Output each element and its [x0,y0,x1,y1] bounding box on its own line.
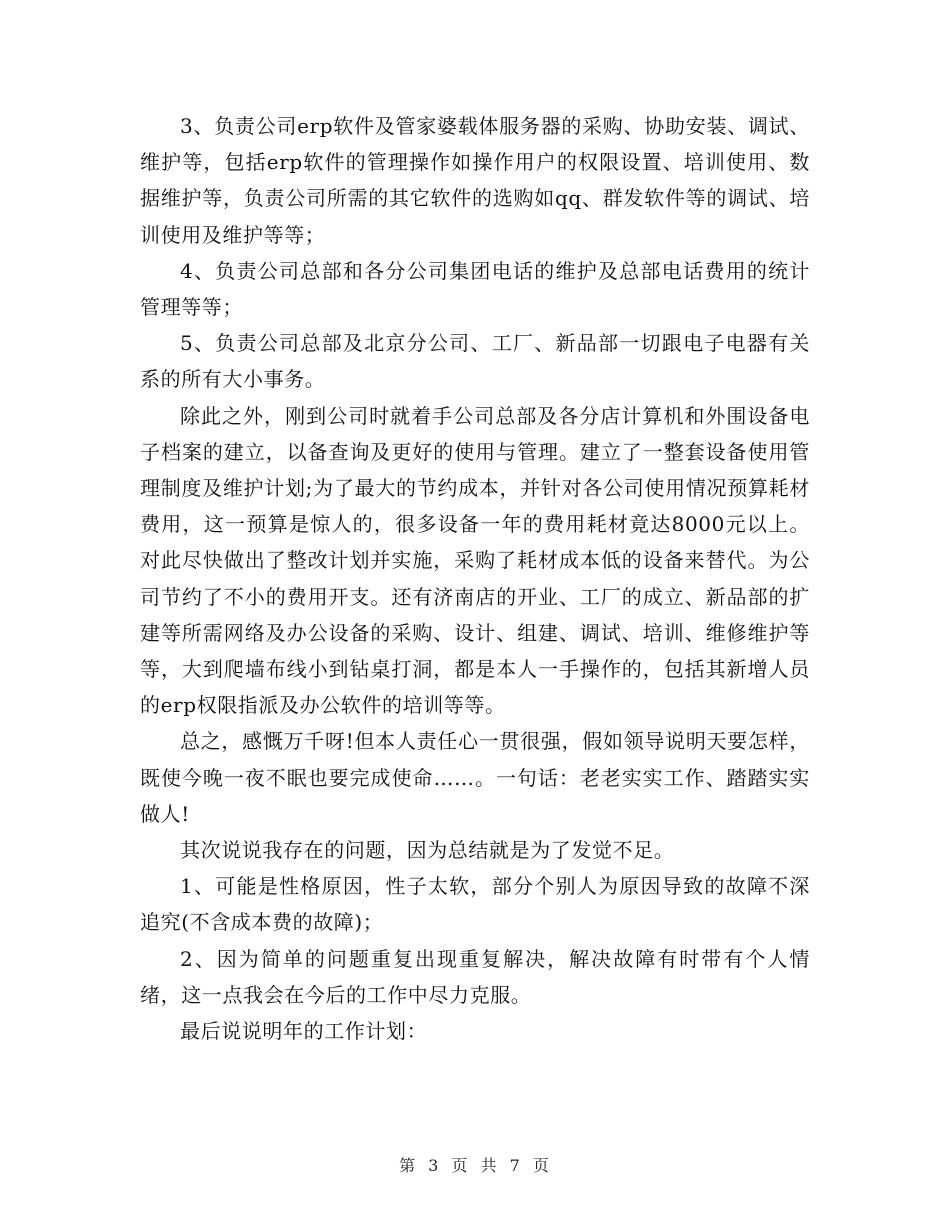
paragraph: 3、负责公司erp软件及管家婆载体服务器的采购、协助安装、调试、维护等，包括erp软件的管理操作如操作用户的权限设置、培训使用、数据维护等，负责公司所需的其它软件的选购如qq、群发软件等的调试、培训使用及维护等等； [140,114,810,247]
paragraph: 2、因为简单的问题重复出现重复解决，解决故障有时带有个人情绪，这一点我会在今后的工作中尽力克服。 [140,946,810,1007]
paragraph: 5、负责公司总部及北京分公司、工厂、新品部一切跟电子电器有关系的所有大小事务。 [140,331,810,392]
paragraph: 除此之外，刚到公司时就着手公司总部及各分店计算机和外围设备电子档案的建立，以备查询及更好的使用与管理。建立了一整套设备使用管理制度及维护计划;为了最大的节约成本，并针对各公司使用情况预算耗材费用，这一预算是惊人的，很多设备一年的费用耗材竟达8000元以上。对此尽快做出了整改计划并实施，采购了耗材成本低的设备来替代。为公司节约了不小的费用开支。还有济南店的开业、工厂的成立、新品部的扩建等所需网络及办公设备的采购、设计、组建、调试、培训、维修维护等等，大到爬墙布线小到钻桌打洞，都是本人一手操作的，包括其新增人员的erp权限指派及办公软件的培训等等。 [140,403,810,718]
paragraph: 1、可能是性格原因，性子太软，部分个别人为原因导致的故障不深追究(不含成本费的故障)； [140,874,810,935]
document-body [140,108,810,1049]
page-number-footer: 第 3 页 共 7 页 [399,1156,551,1175]
paragraph: 最后说说明年的工作计划： [180,1019,428,1044]
paragraph: 其次说说我存在的问题，因为总结就是为了发觉不足。 [180,838,675,863]
paragraph: 总之，感慨万千呀!但本人责任心一贯很强，假如领导说明天要怎样，既使今晚一夜不眠也要完成使命……。一句话：老老实实工作、踏踏实实做人! [140,729,810,826]
paragraph: 4、负责公司总部和各分公司集团电话的维护及总部电话费用的统计管理等等； [140,258,810,320]
